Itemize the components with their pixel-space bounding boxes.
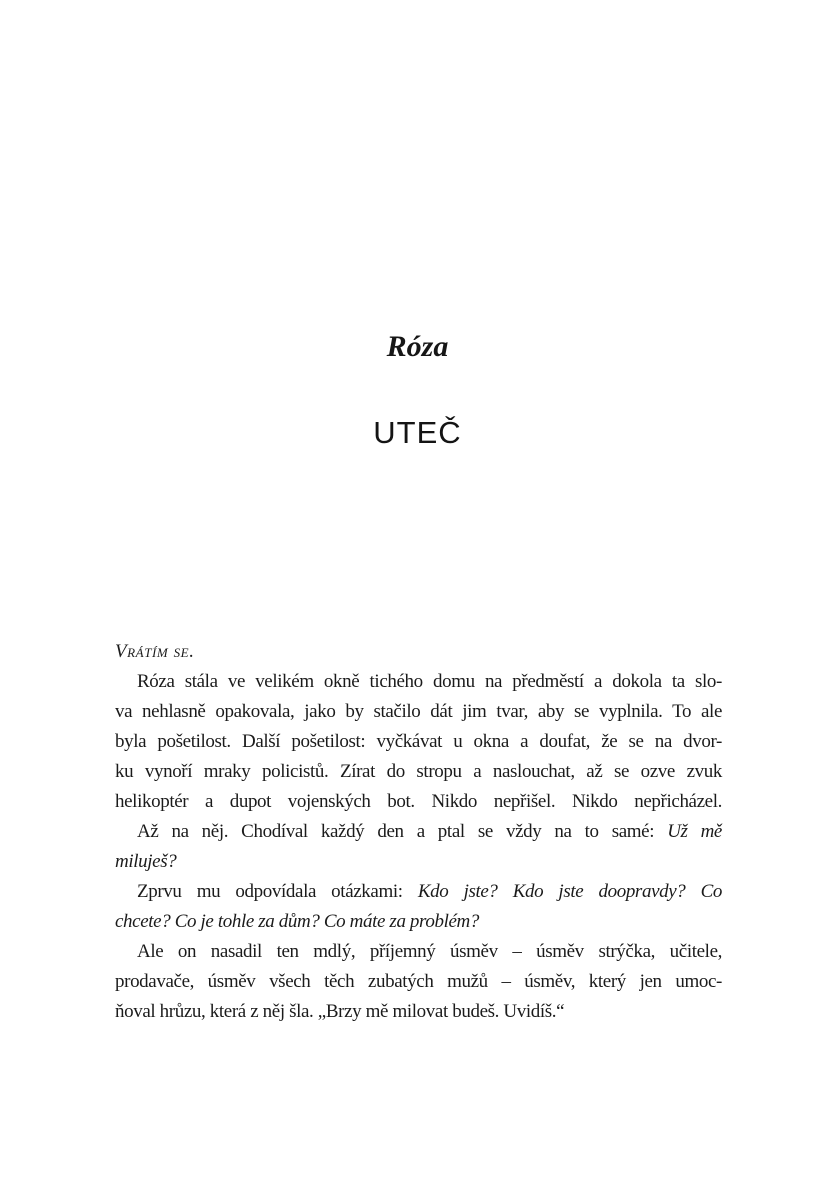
text-block (115, 637, 722, 1027)
text-segment: ku vynoří mraky policistů. Zírat do stropu a naslouchat, až se ozve zvuk (115, 761, 722, 782)
text-line (115, 967, 722, 997)
text-segment: chcete? Co je tohle za dům? Co máte za problém? (115, 911, 480, 932)
text-line (115, 997, 722, 1027)
text-segment: Už mě (667, 821, 722, 842)
text-segment: helikoptér a dupot vojenských bot. Nikdo nepřišel. Nikdo nepřicházel. (115, 791, 722, 812)
text-line (115, 727, 722, 757)
text-segment: ňoval hrůzu, která z něj šla. „Brzy mě milovat budeš. Uvidíš.“ (115, 1001, 565, 1022)
text-segment: Kdo jste? Kdo jste doopravdy? Co (417, 881, 722, 902)
text-segment: Zprvu mu odpovídala otázkami: (137, 881, 418, 902)
text-line (115, 637, 722, 667)
chapter-title: UTEČ (373, 415, 462, 450)
text-line (115, 817, 722, 847)
text-segment: miluješ? (115, 851, 177, 872)
text-line (115, 787, 722, 817)
section-running-head: Róza (386, 330, 449, 363)
text-line (115, 877, 722, 907)
text-segment: Ale on nasadil ten mdlý, příjemný úsměv – úsměv strýčka, učitele, (137, 941, 722, 962)
text-segment: Vrátím se. (115, 641, 195, 662)
text-line (115, 667, 722, 697)
text-segment: Až na něj. Chodíval každý den a ptal se vždy na to samé: (137, 821, 668, 842)
text-line (115, 847, 722, 877)
text-line (115, 907, 722, 937)
text-segment: Róza stála ve velikém okně tichého domu na předměstí a dokola ta slo- (137, 671, 722, 692)
text-segment: va nehlasně opakovala, jako by stačilo dát jim tvar, aby se vyplnila. To ale (115, 701, 722, 722)
text-segment: prodavače, úsměv všech těch zubatých mužů – úsměv, který jen umoc- (115, 971, 722, 992)
text-line (115, 697, 722, 727)
text-line (115, 937, 722, 967)
text-line (115, 757, 722, 787)
text-segment: byla pošetilost. Další pošetilost: vyčkávat u okna a doufat, že se na dvor- (115, 731, 722, 752)
